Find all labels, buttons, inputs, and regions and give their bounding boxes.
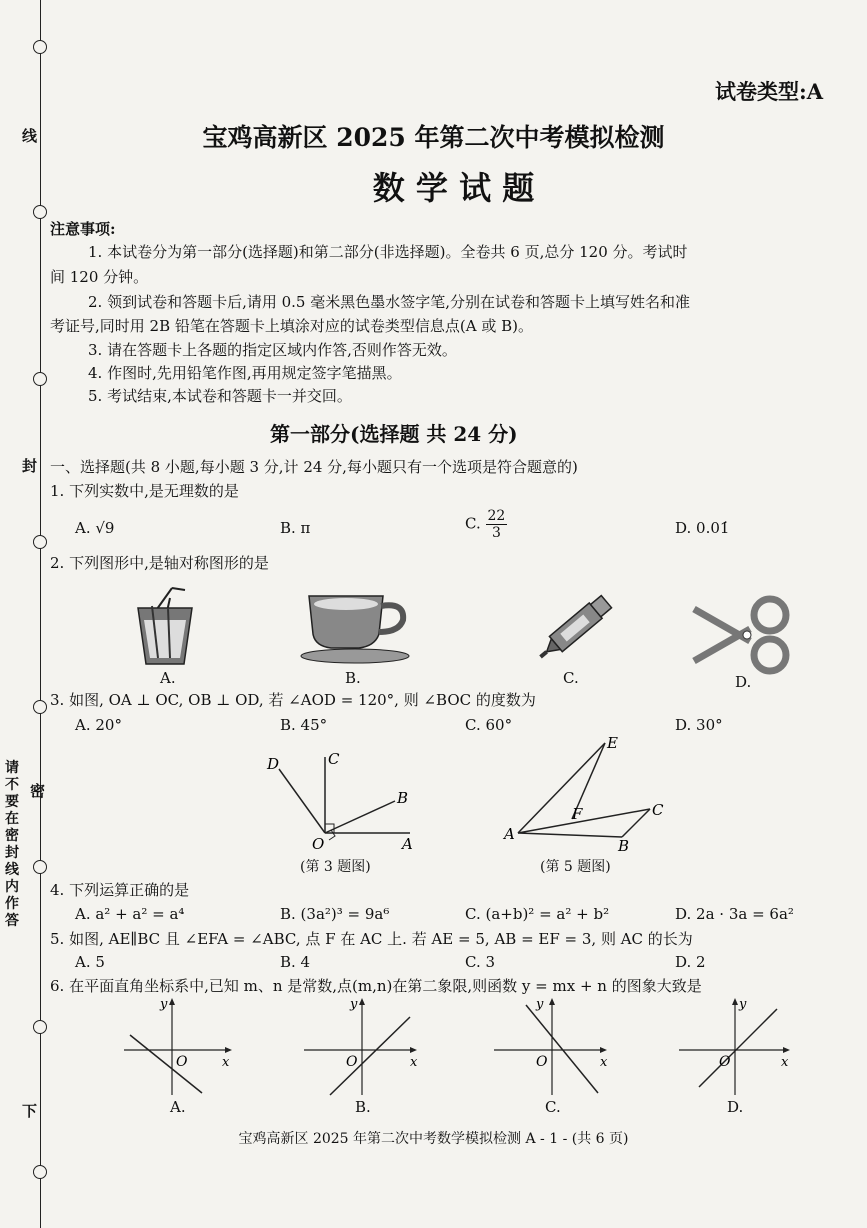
fig3-label-b: B [397,789,409,807]
fig5-label-e: E [607,734,618,752]
q1-option-b: B. π [280,519,311,537]
q4-option-a: A. a² + a² = a⁴ [75,905,185,923]
drink-cup-icon [130,586,200,666]
q6-graph-c [490,995,615,1100]
fig5-label-f: F [572,805,583,823]
fig3-label-a: A [402,835,413,853]
q3-stem: 3. 如图, OA ⊥ OC, OB ⊥ OD, 若 ∠AOD = 120°, 则 ∠BOC 的度数为 [50,691,536,709]
q6-option-d: D. [727,1098,744,1116]
page-footer: 宝鸡高新区 2025 年第二次中考数学模拟检测 A - 1 - (共 6 页) [238,1131,629,1147]
margin-vertical-text: 请不要在密封线内作答 [5,760,19,929]
marker-pen-icon [530,588,620,668]
q3-option-b: B. 45° [280,716,328,734]
binding-hole [33,535,47,549]
q3-option-c: C. 60° [465,716,513,734]
teacup-icon [295,590,415,665]
q2-option-a: A. [160,669,176,687]
q4-option-b: B. (3a²)³ = 9a⁶ [280,905,390,923]
axis-y-label: y [536,997,544,1012]
paper-type: 试卷类型:A [715,79,824,104]
fig5-label-a: A [504,825,515,843]
q5-option-b: B. 4 [280,953,311,971]
q1-option-a: A. √9 [75,519,115,537]
fig3-caption: (第 3 题图) [300,859,371,875]
binding-hole [33,700,47,714]
binding-hole [33,40,47,54]
origin-label: O [176,1054,188,1070]
notice-item: 考证号,同时用 2B 铅笔在答题卡上填涂对应的试卷类型信息点(A 或 B)。 [50,317,533,335]
q1-option-c-prefix: C. [465,514,481,533]
q6-graph-b [300,995,425,1100]
fig5-caption: (第 5 题图) [540,859,611,875]
q2-option-b: B. [345,669,361,687]
fig3-label-d: D [267,755,280,773]
fraction-numerator: 22 [487,508,506,524]
q2-option-d: D. [735,673,752,691]
axis-y-label: y [160,997,168,1012]
part1-instructions: 一、选择题(共 8 小题,每小题 3 分,计 24 分,每小题只有一个选项是符合题意的) [50,458,578,476]
q6-graph-d [675,995,800,1100]
q1-option-c [465,508,507,541]
subject-title: 数 学 试 题 [372,169,535,207]
margin-char-line: 线 [22,127,38,145]
q6-option-a: A. [170,1098,186,1116]
axis-x-label: x [410,1055,418,1070]
scissors-icon [690,595,800,675]
notice-item: 间 120 分钟。 [50,268,149,286]
origin-label: O [719,1054,731,1070]
q3-option-d: D. 30° [675,716,723,734]
q3-option-a: A. 20° [75,716,122,734]
fig3-label-c: C [328,750,340,768]
q5-option-c: C. 3 [465,953,496,971]
axis-x-label: x [600,1055,608,1070]
binding-hole [33,1165,47,1179]
fig5-label-b: B [618,837,630,855]
q6-option-c: C. [545,1098,561,1116]
binding-hole [33,860,47,874]
axis-x-label: x [781,1055,789,1070]
margin-char-below: 下 [22,1102,38,1120]
q1-option-c-fraction [486,508,508,541]
notice-item: 3. 请在答题卡上各题的指定区域内作答,否则作答无效。 [88,341,457,359]
q6-graph-a [120,995,240,1100]
margin-char-secret: 密 [30,782,46,800]
fig5-label-c: C [652,801,664,819]
q5-stem: 5. 如图, AE∥BC 且 ∠EFA = ∠ABC, 点 F 在 AC 上. 若 AE = 5, AB = EF = 3, 则 AC 的长为 [50,930,693,948]
q2-stem: 2. 下列图形中,是轴对称图形的是 [50,554,269,572]
margin-char-seal: 封 [22,457,38,475]
q4-option-d: D. 2a · 3a = 6a² [675,905,794,923]
notice-item: 4. 作图时,先用铅笔作图,再用规定签字笔描黑。 [88,364,402,382]
q6-stem: 6. 在平面直角坐标系中,已知 m、n 是常数,点(m,n)在第二象限,则函数 y = mx + n 的图象大致是 [50,977,702,995]
axis-x-label: x [222,1055,230,1070]
fraction-denominator: 3 [491,525,501,541]
notice-item: 5. 考试结束,本试卷和答题卡一并交回。 [88,387,352,405]
q1-stem: 1. 下列实数中,是无理数的是 [50,482,239,500]
q4-option-c: C. (a+b)² = a² + b² [465,905,610,923]
figure-q5 [500,733,675,855]
axis-y-label: y [350,997,358,1012]
q4-stem: 4. 下列运算正确的是 [50,881,190,899]
notice-item: 1. 本试卷分为第一部分(选择题)和第二部分(非选择题)。全卷共 6 页,总分 120 分。考试时 [88,243,688,261]
origin-label: O [346,1054,358,1070]
exam-title: 宝鸡高新区 2025 年第二次中考模拟检测 [202,123,665,152]
axis-y-label: y [739,997,747,1012]
figure-q3 [255,745,430,855]
binding-hole [33,372,47,386]
notice-heading: 注意事项: [50,220,116,238]
q5-option-d: D. 2 [675,953,706,971]
q2-option-c: C. [563,669,579,687]
q5-option-a: A. 5 [75,953,105,971]
part1-heading: 第一部分(选择题 共 24 分) [270,422,518,446]
q1-option-d: D. 0.01̇ [675,519,730,537]
q6-option-b: B. [355,1098,371,1116]
fig3-label-o: O [312,835,325,853]
binding-hole [33,1020,47,1034]
notice-item: 2. 领到试卷和答题卡后,请用 0.5 毫米黑色墨水签字笔,分别在试卷和答题卡上填写姓名和准 [88,293,691,311]
origin-label: O [536,1054,548,1070]
